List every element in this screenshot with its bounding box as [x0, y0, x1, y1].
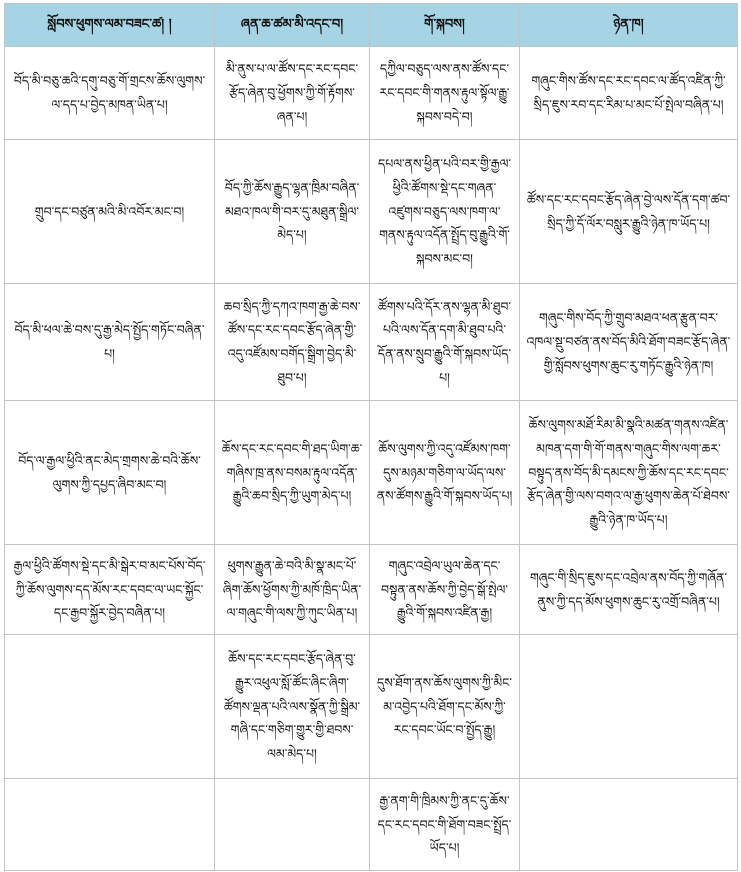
table-cell: [215, 779, 370, 871]
table-header: [5, 4, 738, 47]
table-cell: [5, 635, 215, 779]
table-cell: ཆོས་དང་རང་དབང་གི་ཐད་ཡིག་ཆ་གཞིས་ཁྲ་ནས་བསམ་རྟུལ་འདོན་རྒྱུའི་ཆབ་སྲིད་ཀྱི་ཡུག་མེད་པ།: [215, 401, 370, 545]
table-cell: ཚོས་དང་རང་དབང་རྩོད་ཞེན་བྱེ་ལས་དོན་དག་ཚབ་སྲིད་ཀྱི་དོ་ལོར་བསླུར་རྒྱུའི་ཉེན་ཁ་ཡོད་པ།: [520, 140, 738, 284]
table-cell: བོད་མི་ཕལ་ཆེ་བས་དུ་རྒྱ་མེད་སྤྱོད་གཏོང་བཞིན་པ།: [5, 284, 215, 401]
table-cell: [5, 779, 215, 871]
header-weaknesses: ཞན་ཆ་ཚམ་མི་འདང་བ།: [215, 4, 370, 47]
table-row: [5, 284, 738, 401]
table-cell: དཔལ་ནས་ཕྱིན་པའི་བར་གྱི་རྒྱལ་ཕྱིའི་ཚོགས་སྡེ་དང་གཞན་འཛུགས་བཅུད་ལས་ཁག་ལ་གནས་རྟུལ་འདོན་སྤྲོད་བུ་རྒྱུའི་གོ་སྐབས་མང་བ།: [370, 140, 520, 284]
table-cell: ཚོགས་པའི་དོར་ནས་ལྷན་མི་ཐུབ་པའི་ལས་དོན་དག་མི་ཐུབ་པའི་དོན་ནས་སྲུབ་རྒྱུའི་གོ་སྐབས་ཡོད་པ།: [370, 284, 520, 401]
table-cell: ཆོས་ལུགས་མཐོ་རིམ་མི་སྣའི་མཚན་གནས་འཛིན་མཁན་དག་གི་གོ་གནས་གཞུང་གིས་ལག་ཆར་བསྟུད་ནས་བོད་མི་དམངས་ཀྱི་ཆོས་དང་རང་དབང་རྩོད་ཞེན་གྱི་ལས་བགའ་ལ་རྒྱ་ཕུགས་ཆེན་པོ་ཐེབས་རྒྱུའི་ཉེན་ཁ་ཡོད་པ།: [520, 401, 738, 545]
table-cell: [520, 779, 738, 871]
table-cell: གྲུབ་དང་བཙུན་མའི་མི་འབོར་མང་བ།: [5, 140, 215, 284]
table-cell: རྒྱལ་ཕྱིའི་ཚོགས་སྡེ་དང་མི་སྒེར་བ་མང་པོས་བོད་ཀྱི་ཆོས་ལུགས་དད་མོས་རང་དབང་ལ་ཡང་སྐྱོང་དང་རྒྱབ་སྐྱོར་བྱེད་བཞིན་པ།: [5, 545, 215, 635]
table-cell: ཆོས་དང་རང་དབང་རྩོད་ཞེན་བུ་རྒྱུར་འཕུལ་སློ་ཚོང་ཞིང་ཞིག་ཚོགས་ལྡན་པའི་ལས་སྣོན་ཀྱི་སྒྲིམ་གཞི་དང་གཅིག་གྱུར་གྱི་ཐབས་ལམ་མེད་པ།: [215, 635, 370, 779]
table-cell: བོད་ལ་རྒྱལ་ཕྱིའི་ནང་མེད་གྲགས་ཆེ་བའི་ཆོས་ལུགས་ཀྱི་དཔྱད་ཞིབ་མང་བ།: [5, 401, 215, 545]
table-cell: བོད་ཀྱི་ཆོས་རྒྱུད་ལྷན་ཁྲིམ་བཞིན་མཐའ་ཁལ་གི་བར་དུ་མཐུན་སྒྲིལ་མེད་པ།: [215, 140, 370, 284]
header-threats: ཉེན་ཁ།: [520, 4, 738, 47]
table-cell: རྒྱ་ནག་གི་ཁྲིམས་ཀྱི་ནང་དུ་ཆོས་དང་རང་དབང་གི་ཐོག་བཟང་སྤྲོད་ཡོད་པ།: [370, 779, 520, 871]
table-row: [5, 47, 738, 140]
swot-table: [4, 3, 738, 871]
table-cell: གཞུང་གིས་ཚོས་དང་རང་དབང་ལ་ཚོད་འཛིན་ཀྱི་སྲིད་ཇུས་རབ་དང་རིམ་པ་མང་པོ་སྤེལ་བཞིན་པ།: [520, 47, 738, 140]
header-strengths: སློབས་ཕུགས་ལམ་བཟང་ཚ། །: [5, 4, 215, 47]
table-cell: དཀྱིལ་བཅུད་ལས་ནས་ཚོས་དང་རང་དབང་གི་གནས་རྟུལ་སྟོལ་རྒྱུ་སྐབས་བདེ་བ།: [370, 47, 520, 140]
header-opportunities: གོ་སྐབས།: [370, 4, 520, 47]
table-row: [5, 140, 738, 284]
table-cell: མི་ནུས་པ་ལ་ཚོས་དང་རང་དབང་རྩོད་ཞེན་བུ་ཕྱོགས་ཀྱི་གོ་རྟོགས་ཞན་པ།: [215, 47, 370, 140]
table-cell: གཞུང་གིས་བོད་ཀྱི་གྲུབ་མཐའ་ཕན་རྩུན་བར་འཁལ་སྡུ་བཙན་ནས་བོད་མིའི་ཐོག་བཟང་རྩོད་ཞེན་གྱི་སློབས་ཕུགས་ཆུང་རུ་གཏོང་རྒྱུའི་ཉེན་ཁ།: [520, 284, 738, 401]
table-cell: [520, 635, 738, 779]
table-cell: གཞུང་གི་སྲིད་ཇུས་དང་འབྲེལ་ནས་བོད་ཀྱི་གཞོན་ནུས་ཀྱི་དད་མོས་ཕུགས་ཆུང་རུ་འགྲོ་བཞིན་པ།: [520, 545, 738, 635]
table-cell: དུས་ཐོག་ནས་ཆོས་ལུགས་ཀྱི་མིང་མ་འབྱེད་པའི་ཐོག་དང་མོས་ཀྱི་རང་དབང་ཡོང་བ་སྤྱོད་རྒྱུ།: [370, 635, 520, 779]
table-cell: ཆོས་ལུགས་ཀྱི་འདུ་འཛོམས་ཁག་དུས་མཉམ་གཅིག་ལ་ཡོད་ལས་ནས་ཚོགས་རྒྱུའི་གོ་སྐབས་ཡོད་པ།: [370, 401, 520, 545]
table-cell: ཆབ་སྲིད་ཀྱི་དཀའ་ཁག་རྒྱ་ཆེ་བས་ཚོས་དང་རང་དབང་རྩོད་ཞེན་གྱི་འདུ་འཛོམས་བགོད་སྒྲིག་བྱེད་མི་ཐུབ་པ།: [215, 284, 370, 401]
table-cell: བོད་མི་བཅུ་ཆའི་དགུ་བཅུ་གོ་གྲངས་ཆོས་ལུགས་ལ་དད་པ་བྱེད་མཁན་ཡིན་པ།: [5, 47, 215, 140]
table-cell: ཕུགས་རྒྱུན་ཆེ་བའི་མི་སྣ་མང་པོ་ཞིག་ཆོས་ཕྱོགས་ཀྱི་མཁོ་ཁྲིད་ཡིན་ལ་གཞུང་གི་ལས་ཀྱི་ཀུང་ཡིན་པ།: [215, 545, 370, 635]
table-row: [5, 545, 738, 635]
table-row: [5, 779, 738, 871]
table-body: [5, 47, 738, 871]
table-row: [5, 401, 738, 545]
header-row: [5, 4, 738, 47]
table-row: [5, 635, 738, 779]
table-cell: གཞུང་འབྲེལ་ཡུལ་ཆེན་དང་བསྟུན་ནས་ཆོས་ཀྱི་བྱེད་སྒོ་སྤེལ་རྒྱུའི་གོ་སྐབས་འཛིན་རྒྱ།: [370, 545, 520, 635]
